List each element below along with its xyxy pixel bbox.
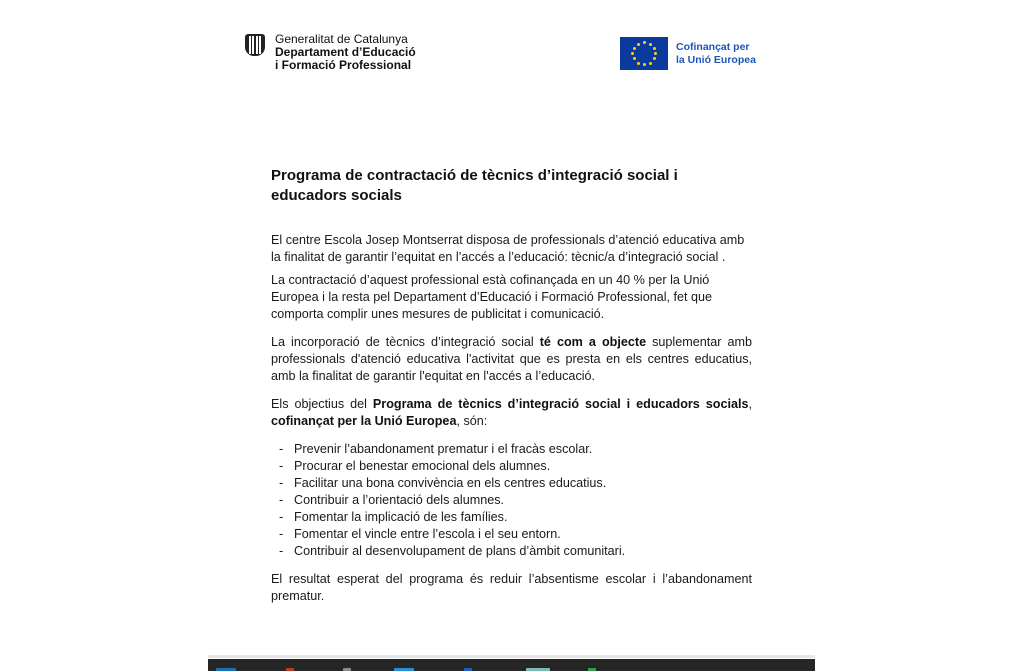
eu-text-line1: Cofinançat per (676, 40, 750, 53)
objective-text: Fomentar la implicació de les famílies. (294, 510, 508, 524)
document-title: Programa de contractació de tècnics d’integració social i educadors socials (271, 167, 678, 204)
eu-flag-icon (620, 37, 668, 70)
generalitat-logo (245, 33, 416, 72)
bullet-dash: - (279, 527, 284, 541)
bullet-dash: - (279, 493, 284, 507)
objective-text: Contribuir a l’orientació dels alumnes. (294, 493, 504, 507)
objectives-intro-start: Els objectius del (271, 397, 373, 411)
bullet-dash: - (279, 442, 284, 456)
bullet-dash: - (279, 459, 284, 473)
objectives-list (271, 441, 752, 560)
eu-cofunding-logo (620, 37, 756, 70)
cofunding-paragraph: La contractació d’aquest professional està cofinançada en un 40 % per la Unió Europea i la resta pel Departament d’Educació i Formació Professional, fet que comporta complir unes mesures de publicitat i comunicació. (271, 273, 713, 321)
objective-item (271, 526, 752, 543)
document-body (271, 232, 752, 605)
purpose-text-start: La incorporació de tècnics d’integració social (271, 335, 540, 349)
objective-text: Facilitar una bona convivència en els centres educatius. (294, 476, 607, 490)
bottom-separator (208, 655, 815, 658)
objectives-intro-end: , són: (456, 414, 488, 428)
purpose-text-end: suplementar amb professionals d'atenció educativa l'activitat que es presta en els centres educatius, amb la finalitat de garantir l'equitat en l'accés a l’educació. (271, 335, 752, 383)
objective-text: Contribuir al desenvolupament de plans d’àmbit comunitari. (294, 544, 626, 558)
objective-text: Procurar el benestar emocional dels alumnes. (294, 459, 551, 473)
eu-cofunded-bold: cofinançat per la Unió Europea (271, 414, 457, 428)
objective-item (271, 475, 752, 492)
objective-item (271, 458, 752, 475)
objectives-intro-paragraph (271, 396, 752, 430)
bullet-dash: - (279, 544, 284, 558)
bullet-dash: - (279, 476, 284, 490)
department-name-line1: Departament d’Educació (275, 45, 416, 59)
objective-item (271, 543, 752, 560)
generalitat-emblem-icon (245, 34, 265, 56)
objective-item (271, 441, 752, 458)
conclusion-paragraph: El resultat esperat del programa és reduir l’absentisme escolar i l’abandonament prematur. (271, 572, 752, 603)
objectives-intro-comma: , (748, 397, 752, 411)
objective-item (271, 492, 752, 509)
department-name-line2: i Formació Professional (275, 58, 412, 72)
bullet-dash: - (279, 510, 284, 524)
objective-text: Fomentar el vincle entre l’escola i el seu entorn. (294, 527, 561, 541)
bottom-toolbar (208, 659, 815, 671)
generalitat-logo-text (275, 33, 416, 72)
purpose-paragraph (271, 334, 752, 385)
program-name-bold: Programa de tècnics d’integració social i educadors socials (372, 397, 749, 411)
purpose-bold-text: té com a objecte (539, 335, 647, 349)
eu-text-line2: la Unió Europea (676, 53, 756, 66)
intro-paragraph: El centre Escola Josep Montserrat disposa de professionals d’atenció educativa amb la finalitat de garantir l’equitat en l’accés a l’educació: tècnic/a d’integració social . (271, 233, 745, 264)
objective-text: Prevenir l’abandonament prematur i el fracàs escolar. (294, 442, 593, 456)
eu-cofunding-text (676, 41, 756, 67)
objective-item (271, 509, 752, 526)
generalitat-name: Generalitat de Catalunya (275, 32, 408, 46)
